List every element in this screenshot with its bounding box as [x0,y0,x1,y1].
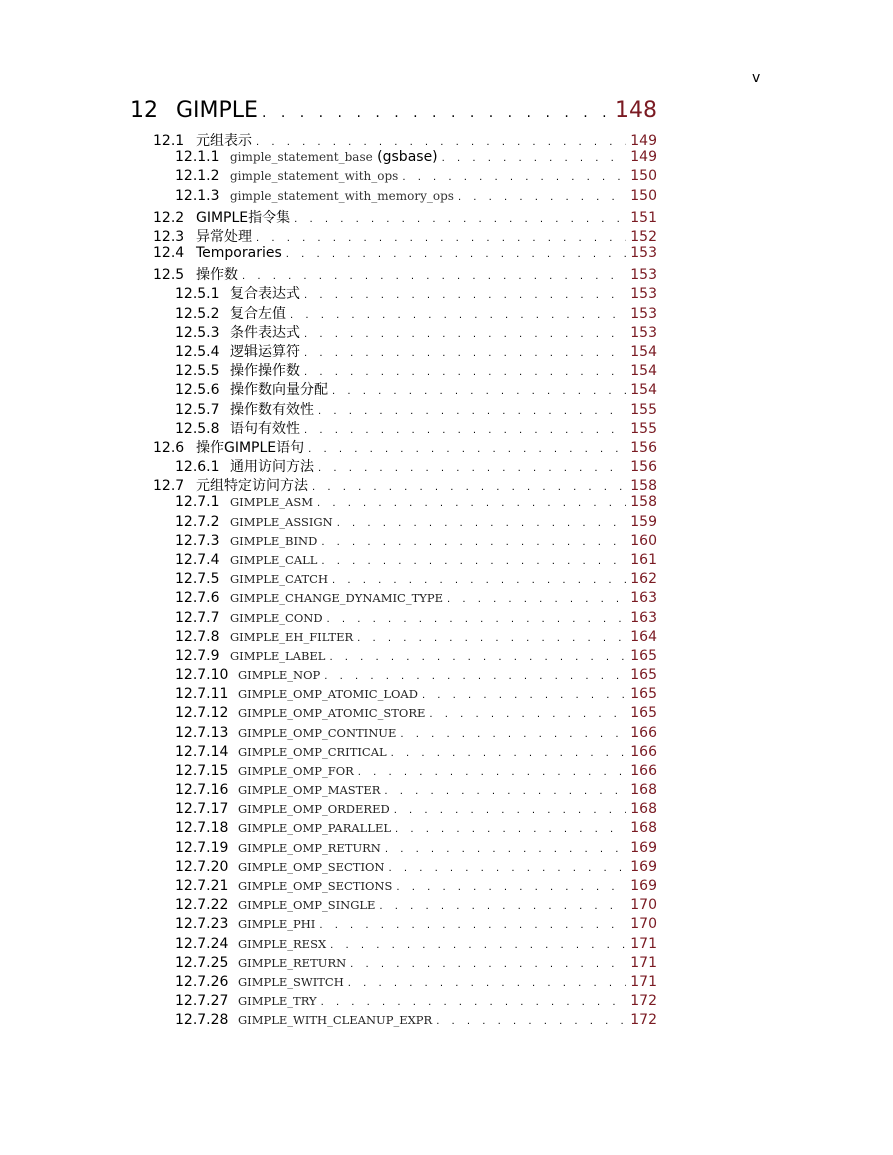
toc-entry[interactable] [175,705,657,724]
section-title [196,437,304,456]
dot-leader [389,863,627,874]
toc-entry[interactable] [175,648,657,667]
toc-entry[interactable] [153,245,657,264]
section-number: 12.5.2 [175,305,220,322]
page-link[interactable]: 152 [630,228,657,245]
dot-leader [312,482,626,493]
section-title [230,648,325,664]
section-number: 12.7.8 [175,628,220,645]
dot-leader [256,137,626,148]
dot-leader [321,997,627,1008]
dot-leader [304,348,626,359]
section-number: 12.7.23 [175,916,229,933]
section-number: 12.7.2 [175,513,220,530]
section-number: 12.7.12 [175,705,229,722]
section-number: 12.5.7 [175,401,220,418]
section-number: 12.5.1 [175,286,220,303]
section-number: 12.7.10 [175,667,229,684]
section-number: 12.1 [153,133,185,149]
section-title-text: GIMPLE_OMP_ATOMIC_STORE [238,706,426,721]
dot-leader [350,959,626,970]
section-title [238,686,418,702]
toc-entry[interactable] [175,188,657,207]
dot-leader [304,367,626,378]
section-title-text: GIMPLE_OMP_MASTER [238,783,381,798]
page-link[interactable]: 166 [630,743,657,760]
toc-entry[interactable] [153,226,657,245]
section-title-text: 通用访问方法 [230,459,314,476]
section-title-text: 操作数向量分配 [230,382,328,399]
dot-leader [321,537,626,548]
section-title-text: GIMPLE_CATCH [230,572,328,587]
toc-entry[interactable] [175,571,657,590]
page-link[interactable]: 150 [630,168,657,185]
section-title-text: GIMPLE_COND [230,610,323,625]
section-title-text: 条件表达式 [230,324,300,341]
section-number: 12.7.18 [175,820,229,837]
section-number: 12.7.15 [175,762,229,779]
page-link[interactable]: 154 [630,363,657,380]
dot-leader [318,463,626,474]
toc-chapter-entry[interactable] [130,98,657,128]
section-title-text: GIMPLE_BIND [230,533,318,548]
toc-entry[interactable] [175,763,657,782]
toc-entry[interactable] [175,936,657,955]
page-link[interactable]: 151 [630,209,657,226]
page-link[interactable]: 168 [630,801,657,818]
section-title-text: 元组特定访问方法 [196,478,308,495]
page-link[interactable]: 154 [630,343,657,360]
section-title-text: GIMPLE_TRY [238,994,317,1009]
section-title [238,801,390,817]
section-title [238,859,385,875]
toc-entry[interactable] [175,878,657,897]
section-number: 12.7.21 [175,878,229,895]
chapter-number: 12 [130,98,158,123]
section-number: 12.7.22 [175,897,229,914]
page-link[interactable]: 150 [630,187,657,204]
dot-leader [395,824,626,835]
section-number: 12.6 [153,439,185,456]
page-link[interactable]: 153 [630,245,657,262]
section-number: 12.7.9 [175,647,220,664]
toc-entry[interactable] [175,744,657,763]
section-title-text: gimple_statement_base [230,150,373,165]
page-link[interactable]: 169 [630,858,657,875]
toc-entry[interactable] [175,782,657,801]
toc-entry[interactable] [175,341,657,360]
toc-entry[interactable] [175,801,657,820]
toc-entry[interactable] [175,322,657,341]
section-title-text: GIMPLE_WITH_CLEANUP_EXPR [238,1013,433,1028]
page-link[interactable]: 170 [630,897,657,914]
toc-entry[interactable] [175,725,657,744]
page-link[interactable]: 149 [630,149,657,166]
page-link[interactable]: 153 [630,267,657,284]
dot-leader [394,805,627,816]
section-title-text: GIMPLE_OMP_SECTION [238,859,385,874]
section-title [230,533,317,549]
section-title [230,494,313,510]
section-title-text: GIMPLE_EH_FILTER [230,629,354,644]
section-title-text: 操作GIMPLE语句 [196,439,305,456]
toc-entry[interactable] [175,820,657,839]
section-number: 12.7 [153,478,185,495]
toc-entry[interactable] [153,264,657,283]
section-number: 12.7.17 [175,801,229,818]
section-title [238,974,344,990]
section-title [230,379,328,398]
section-number: 12.7.19 [175,839,229,856]
toc-entry[interactable] [175,590,657,609]
section-title-text: GIMPLE_CALL [230,552,318,567]
section-title [230,629,353,645]
section-title-text: 操作数有效性 [230,401,314,418]
section-title [196,245,282,261]
page-link[interactable]: 162 [630,571,657,588]
toc-entry[interactable] [153,130,657,149]
section-title-text: GIMPLE_NOP [238,668,321,683]
toc-entry[interactable] [175,303,657,322]
toc-entry[interactable] [175,840,657,859]
dot-leader [294,214,626,225]
dot-leader [286,249,627,260]
dot-leader [348,978,627,989]
page-link[interactable]: 164 [630,628,657,645]
toc-entry[interactable] [175,974,657,993]
dot-leader [290,310,626,321]
page-link[interactable]: 168 [630,820,657,837]
section-title-suffix: (gsbase) [372,149,438,166]
toc-entry[interactable] [175,360,657,379]
toc-entry[interactable] [175,610,657,629]
section-title-text: GIMPLE_OMP_RETURN [238,840,381,855]
dot-leader [447,594,626,605]
dot-leader [436,1016,626,1027]
toc-entry[interactable] [153,207,657,226]
section-number: 12.7.20 [175,858,229,875]
section-title [196,207,290,226]
toc-entry[interactable] [175,1012,657,1031]
section-title-text: GIMPLE_LABEL [230,648,326,663]
page-link[interactable]: 156 [630,459,657,476]
toc-entry[interactable] [175,629,657,648]
section-number: 12.7.16 [175,782,229,799]
section-title-text: GIMPLE_RESX [238,936,327,951]
page-link[interactable]: 158 [630,494,657,511]
section-title [230,360,300,379]
section-title [238,763,354,779]
page-link[interactable]: 163 [630,590,657,607]
section-number: 12.1.3 [175,187,220,204]
section-title [238,993,317,1009]
section-title [238,916,315,932]
toc-entry[interactable] [175,667,657,686]
section-number: 12.7.13 [175,724,229,741]
section-title-text: GIMPLE_OMP_ORDERED [238,802,390,817]
toc-entry[interactable] [175,168,657,187]
page-link[interactable]: 153 [630,324,657,341]
section-title [230,322,300,341]
page-link[interactable]: 158 [630,478,657,495]
section-number: 12.7.25 [175,954,229,971]
section-title [230,341,300,360]
section-title-text: GIMPLE_OMP_FOR [238,763,354,778]
section-title-text: 操作数 [196,267,238,284]
toc-entry[interactable] [175,283,657,302]
dot-leader [319,920,626,931]
page-link[interactable]: 165 [630,647,657,664]
dot-leader [400,729,626,740]
section-number: 12.7.3 [175,532,220,549]
section-title [238,936,326,952]
dot-leader [327,614,627,625]
section-title [238,955,346,971]
section-number: 12.7.28 [175,1012,229,1029]
page-link[interactable]: 155 [630,401,657,418]
dot-leader [308,444,626,455]
toc-entry[interactable] [175,149,657,168]
section-title [238,878,392,894]
section-title [196,130,252,149]
toc-entry[interactable] [175,399,657,418]
page-link[interactable]: 166 [630,724,657,741]
page-link[interactable]: 166 [630,762,657,779]
section-title [238,897,375,913]
dot-leader [317,498,626,509]
toc-entry[interactable] [175,993,657,1012]
toc-entry[interactable] [175,514,657,533]
dot-leader [262,105,611,121]
page-link[interactable]: 161 [630,551,657,568]
section-title-text: 元组表示 [196,133,252,149]
section-number: 12.5.4 [175,343,220,360]
section-title [230,552,317,568]
section-title [238,725,396,741]
page-link[interactable]: 172 [630,993,657,1010]
page-link[interactable]: 172 [630,1012,657,1029]
section-title [238,840,381,856]
section-title [230,168,398,184]
page-link[interactable]: 170 [630,916,657,933]
section-number: 12.7.27 [175,993,229,1010]
dot-leader [256,233,626,244]
section-title-text: GIMPLE_OMP_CONTINUE [238,725,397,740]
section-title [230,456,314,475]
section-title [230,149,438,165]
section-title [230,571,328,587]
toc-entry[interactable] [175,418,657,437]
section-number: 12.7.6 [175,590,220,607]
section-title [196,475,308,494]
section-title-text: GIMPLE_OMP_SECTIONS [238,879,393,894]
section-title-text: GIMPLE_RETURN [238,955,347,970]
section-number: 12.4 [153,245,185,262]
page-link[interactable]: 149 [630,133,657,149]
section-title [238,1012,432,1028]
section-title [196,226,252,245]
toc-entry[interactable] [175,456,657,475]
section-title [196,264,238,283]
section-title [238,667,320,683]
dot-leader [396,882,626,893]
dot-leader [385,844,626,855]
section-title-text: GIMPLE指令集 [196,209,291,226]
section-title-text: GIMPLE_OMP_ATOMIC_LOAD [238,687,418,702]
section-title-text: 复合左值 [230,305,286,322]
dot-leader [324,671,626,682]
section-number: 12.7.1 [175,494,220,511]
dot-leader [304,290,626,301]
dot-leader [321,556,626,567]
page-link[interactable]: 165 [630,667,657,684]
section-title [230,188,454,204]
page-link[interactable]: 155 [630,420,657,437]
section-title-text: GIMPLE_OMP_SINGLE [238,898,376,913]
page-link[interactable]: 159 [630,513,657,530]
section-number: 12.7.7 [175,609,220,626]
section-title-text: GIMPLE_OMP_PARALLEL [238,821,391,836]
section-title [238,820,391,836]
page-link[interactable]: 165 [630,705,657,722]
page-link[interactable]: 169 [630,878,657,895]
section-number: 12.7.11 [175,686,229,703]
section-title-text: Temporaries [196,245,282,262]
section-number: 12.5.6 [175,382,220,399]
dot-leader [379,901,626,912]
page-link[interactable]: 163 [630,609,657,626]
dot-leader [391,748,627,759]
page-number: v [752,70,761,86]
page-link[interactable]: 169 [630,839,657,856]
section-title-text: gimple_statement_with_memory_ops [230,188,454,203]
toc-entry[interactable] [175,379,657,398]
page-link[interactable]: 171 [630,973,657,990]
section-number: 12.5.5 [175,363,220,380]
page-link[interactable]: 154 [630,382,657,399]
dot-leader [304,425,626,436]
section-title [230,418,300,437]
toc-entry[interactable] [175,859,657,878]
dot-leader [329,652,626,663]
dot-leader [337,518,627,529]
section-number: 12.6.1 [175,459,220,476]
dot-leader [332,575,626,586]
toc-entry[interactable] [175,955,657,974]
section-number: 12.1.1 [175,149,220,166]
dot-leader [458,192,626,203]
section-number: 12.3 [153,228,185,245]
section-title [238,744,387,760]
page-link[interactable]: 153 [630,305,657,322]
toc-entry[interactable] [175,916,657,935]
section-title [230,399,314,418]
section-number: 12.7.14 [175,743,229,760]
section-title-text: gimple_statement_with_ops [230,169,399,184]
section-title [238,782,380,798]
section-number: 12.7.5 [175,571,220,588]
dot-leader [242,271,626,282]
section-title [230,610,323,626]
dot-leader [442,153,627,164]
section-title-text: GIMPLE_OMP_CRITICAL [238,744,387,759]
toc-entry[interactable] [153,475,657,494]
section-title-text: GIMPLE_PHI [238,917,316,932]
dot-leader [402,172,626,183]
dot-leader [332,386,626,397]
section-number: 12.5.8 [175,420,220,437]
section-title-text: GIMPLE_SWITCH [238,974,344,989]
section-number: 12.2 [153,209,185,226]
toc-entry[interactable] [175,686,657,705]
page-link[interactable]: 171 [630,954,657,971]
section-title-text: 逻辑运算符 [230,343,300,360]
dot-leader [422,690,626,701]
chapter-title: GIMPLE [176,98,258,123]
page-link[interactable]: 153 [630,286,657,303]
page-link[interactable]: 156 [630,439,657,456]
page-link[interactable]: 165 [630,686,657,703]
page-link[interactable]: 168 [630,782,657,799]
section-title [230,283,300,302]
dot-leader [330,940,626,951]
dot-leader [384,786,626,797]
section-number: 12.7.24 [175,935,229,952]
toc-entry[interactable] [175,494,657,513]
dot-leader [304,329,626,340]
page-link[interactable]: 160 [630,532,657,549]
section-number: 12.7.4 [175,551,220,568]
section-number: 12.1.2 [175,168,220,185]
section-title-text: 异常处理 [196,228,252,245]
toc-entry[interactable] [175,897,657,916]
section-title [230,590,443,606]
dot-leader [357,633,626,644]
section-title-text: GIMPLE_ASM [230,495,313,510]
section-title-text: 语句有效性 [230,420,300,437]
section-title-text: GIMPLE_CHANGE_DYNAMIC_TYPE [230,591,443,606]
toc-entry[interactable] [175,552,657,571]
section-title [238,705,425,721]
dot-leader [429,709,626,720]
chapter-page-link[interactable]: 148 [615,98,657,123]
dot-leader [318,406,626,417]
section-title [230,303,286,322]
dot-leader [358,767,626,778]
section-number: 12.5.3 [175,324,220,341]
section-number: 12.7.26 [175,973,229,990]
section-number: 12.5 [153,267,185,284]
section-title-text: 复合表达式 [230,286,300,303]
toc-entry[interactable] [175,533,657,552]
toc-entry[interactable] [153,437,657,456]
section-title-text: 操作操作数 [230,363,300,380]
page-link[interactable]: 171 [630,935,657,952]
section-title [230,514,333,530]
section-title-text: GIMPLE_ASSIGN [230,514,333,529]
